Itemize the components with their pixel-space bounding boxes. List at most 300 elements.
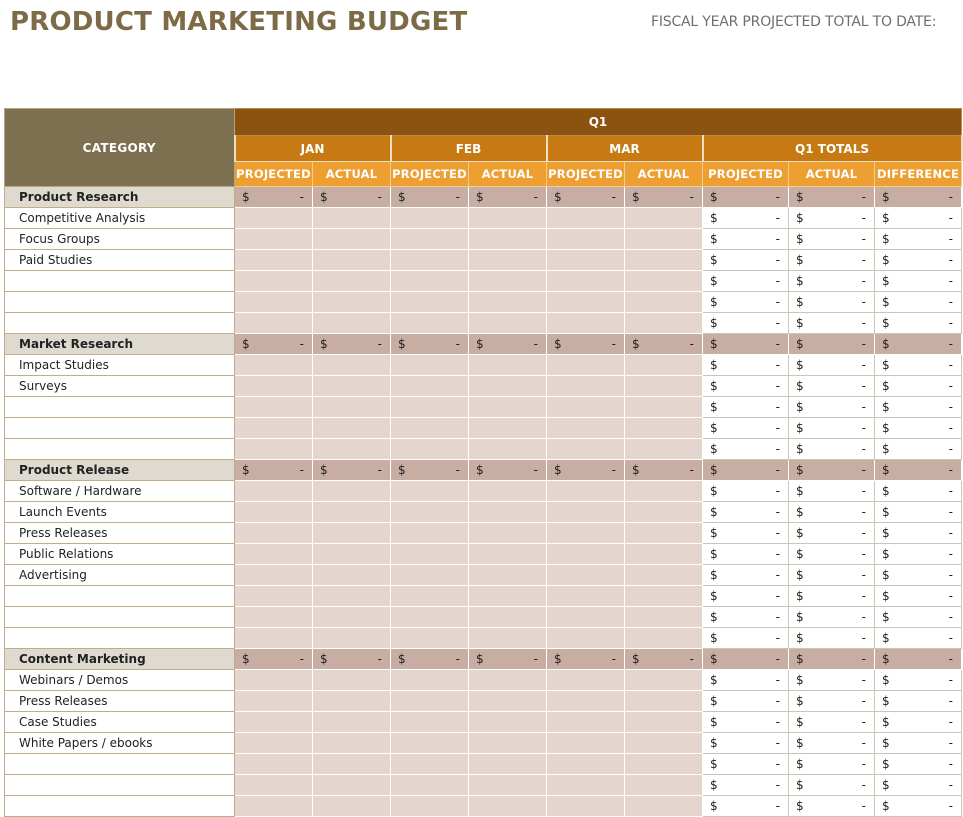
feb-projected-cell[interactable] <box>391 523 469 544</box>
feb-projected-cell[interactable] <box>391 796 469 817</box>
jan-projected-cell[interactable] <box>235 712 313 733</box>
feb-actual-cell[interactable] <box>469 355 547 376</box>
line-item-label[interactable] <box>5 796 235 817</box>
jan-actual-cell[interactable] <box>313 229 391 250</box>
feb-projected-cell[interactable] <box>391 418 469 439</box>
feb-actual-cell[interactable] <box>469 607 547 628</box>
feb-actual-cell[interactable] <box>469 313 547 334</box>
jan-projected-cell[interactable] <box>235 397 313 418</box>
jan-projected-cell[interactable] <box>235 229 313 250</box>
jan-actual-cell[interactable] <box>313 334 391 355</box>
total-projected-cell[interactable] <box>703 691 789 712</box>
total-difference-cell[interactable] <box>875 313 962 334</box>
jan-projected-cell[interactable] <box>235 418 313 439</box>
feb-projected-cell[interactable] <box>391 544 469 565</box>
line-item-label[interactable]: Advertising <box>5 565 235 586</box>
jan-actual-cell[interactable] <box>313 670 391 691</box>
jan-projected-cell[interactable] <box>235 754 313 775</box>
total-difference-cell[interactable] <box>875 208 962 229</box>
total-projected-cell[interactable] <box>703 376 789 397</box>
feb-actual-cell[interactable] <box>469 523 547 544</box>
mar-projected-cell[interactable] <box>547 313 625 334</box>
total-projected-cell[interactable] <box>703 292 789 313</box>
mar-actual-cell[interactable] <box>625 187 703 208</box>
total-difference-cell[interactable] <box>875 670 962 691</box>
mar-actual-cell[interactable] <box>625 334 703 355</box>
total-projected-cell[interactable] <box>703 439 789 460</box>
mar-projected-cell[interactable] <box>547 628 625 649</box>
jan-actual-cell[interactable] <box>313 292 391 313</box>
mar-actual-cell[interactable] <box>625 460 703 481</box>
feb-actual-cell[interactable] <box>469 292 547 313</box>
total-difference-cell[interactable] <box>875 418 962 439</box>
line-item-label[interactable]: Launch Events <box>5 502 235 523</box>
jan-actual-cell[interactable] <box>313 544 391 565</box>
jan-actual-cell[interactable] <box>313 208 391 229</box>
total-actual-cell[interactable] <box>789 565 875 586</box>
feb-projected-cell[interactable] <box>391 313 469 334</box>
feb-projected-cell[interactable] <box>391 481 469 502</box>
feb-projected-cell[interactable] <box>391 439 469 460</box>
feb-projected-cell[interactable] <box>391 691 469 712</box>
jan-projected-cell[interactable] <box>235 565 313 586</box>
feb-actual-cell[interactable] <box>469 187 547 208</box>
total-actual-cell[interactable] <box>789 250 875 271</box>
line-item-label[interactable] <box>5 586 235 607</box>
jan-projected-cell[interactable] <box>235 313 313 334</box>
feb-actual-cell[interactable] <box>469 334 547 355</box>
feb-actual-cell[interactable] <box>469 229 547 250</box>
total-actual-cell[interactable] <box>789 418 875 439</box>
total-difference-cell[interactable] <box>875 712 962 733</box>
line-item-label[interactable] <box>5 397 235 418</box>
feb-actual-cell[interactable] <box>469 586 547 607</box>
mar-projected-cell[interactable] <box>547 460 625 481</box>
total-actual-cell[interactable] <box>789 397 875 418</box>
jan-projected-cell[interactable] <box>235 796 313 817</box>
total-projected-cell[interactable] <box>703 607 789 628</box>
feb-projected-cell[interactable] <box>391 250 469 271</box>
line-item-label[interactable] <box>5 313 235 334</box>
total-actual-cell[interactable] <box>789 313 875 334</box>
line-item-label[interactable]: Press Releases <box>5 523 235 544</box>
jan-actual-cell[interactable] <box>313 733 391 754</box>
mar-projected-cell[interactable] <box>547 187 625 208</box>
total-projected-cell[interactable] <box>703 481 789 502</box>
total-projected-cell[interactable] <box>703 187 789 208</box>
mar-projected-cell[interactable] <box>547 481 625 502</box>
mar-projected-cell[interactable] <box>547 523 625 544</box>
total-difference-cell[interactable] <box>875 439 962 460</box>
total-projected-cell[interactable] <box>703 418 789 439</box>
category-group-label[interactable]: Product Research <box>5 187 235 208</box>
feb-projected-cell[interactable] <box>391 607 469 628</box>
feb-actual-cell[interactable] <box>469 691 547 712</box>
mar-actual-cell[interactable] <box>625 292 703 313</box>
jan-projected-cell[interactable] <box>235 439 313 460</box>
total-difference-cell[interactable] <box>875 775 962 796</box>
jan-projected-cell[interactable] <box>235 544 313 565</box>
total-actual-cell[interactable] <box>789 460 875 481</box>
feb-actual-cell[interactable] <box>469 670 547 691</box>
total-projected-cell[interactable] <box>703 586 789 607</box>
mar-projected-cell[interactable] <box>547 397 625 418</box>
mar-actual-cell[interactable] <box>625 628 703 649</box>
total-actual-cell[interactable] <box>789 208 875 229</box>
total-actual-cell[interactable] <box>789 544 875 565</box>
line-item-label[interactable] <box>5 754 235 775</box>
line-item-label[interactable]: Software / Hardware <box>5 481 235 502</box>
feb-projected-cell[interactable] <box>391 754 469 775</box>
mar-projected-cell[interactable] <box>547 670 625 691</box>
jan-actual-cell[interactable] <box>313 271 391 292</box>
jan-actual-cell[interactable] <box>313 796 391 817</box>
feb-actual-cell[interactable] <box>469 418 547 439</box>
jan-projected-cell[interactable] <box>235 628 313 649</box>
total-difference-cell[interactable] <box>875 481 962 502</box>
total-difference-cell[interactable] <box>875 271 962 292</box>
total-actual-cell[interactable] <box>789 607 875 628</box>
mar-projected-cell[interactable] <box>547 733 625 754</box>
jan-projected-cell[interactable] <box>235 502 313 523</box>
total-actual-cell[interactable] <box>789 733 875 754</box>
jan-actual-cell[interactable] <box>313 376 391 397</box>
mar-actual-cell[interactable] <box>625 649 703 670</box>
mar-actual-cell[interactable] <box>625 544 703 565</box>
line-item-label[interactable]: Press Releases <box>5 691 235 712</box>
total-difference-cell[interactable] <box>875 691 962 712</box>
jan-actual-cell[interactable] <box>313 586 391 607</box>
total-projected-cell[interactable] <box>703 775 789 796</box>
total-projected-cell[interactable] <box>703 733 789 754</box>
feb-actual-cell[interactable] <box>469 481 547 502</box>
total-actual-cell[interactable] <box>789 712 875 733</box>
mar-actual-cell[interactable] <box>625 439 703 460</box>
feb-actual-cell[interactable] <box>469 460 547 481</box>
feb-actual-cell[interactable] <box>469 628 547 649</box>
total-actual-cell[interactable] <box>789 271 875 292</box>
line-item-label[interactable]: Webinars / Demos <box>5 670 235 691</box>
line-item-label[interactable]: Impact Studies <box>5 355 235 376</box>
total-difference-cell[interactable] <box>875 607 962 628</box>
mar-actual-cell[interactable] <box>625 565 703 586</box>
total-difference-cell[interactable] <box>875 229 962 250</box>
jan-actual-cell[interactable] <box>313 712 391 733</box>
feb-projected-cell[interactable] <box>391 649 469 670</box>
mar-actual-cell[interactable] <box>625 313 703 334</box>
feb-actual-cell[interactable] <box>469 733 547 754</box>
total-projected-cell[interactable] <box>703 397 789 418</box>
jan-actual-cell[interactable] <box>313 250 391 271</box>
total-difference-cell[interactable] <box>875 565 962 586</box>
mar-actual-cell[interactable] <box>625 376 703 397</box>
line-item-label[interactable]: Public Relations <box>5 544 235 565</box>
mar-projected-cell[interactable] <box>547 565 625 586</box>
jan-projected-cell[interactable] <box>235 481 313 502</box>
feb-actual-cell[interactable] <box>469 250 547 271</box>
total-difference-cell[interactable] <box>875 733 962 754</box>
total-difference-cell[interactable] <box>875 187 962 208</box>
line-item-label[interactable]: Surveys <box>5 376 235 397</box>
mar-projected-cell[interactable] <box>547 754 625 775</box>
total-difference-cell[interactable] <box>875 523 962 544</box>
mar-actual-cell[interactable] <box>625 523 703 544</box>
total-difference-cell[interactable] <box>875 586 962 607</box>
total-difference-cell[interactable] <box>875 376 962 397</box>
feb-projected-cell[interactable] <box>391 712 469 733</box>
jan-actual-cell[interactable] <box>313 313 391 334</box>
total-projected-cell[interactable] <box>703 355 789 376</box>
mar-actual-cell[interactable] <box>625 712 703 733</box>
feb-actual-cell[interactable] <box>469 502 547 523</box>
feb-actual-cell[interactable] <box>469 397 547 418</box>
total-difference-cell[interactable] <box>875 460 962 481</box>
total-actual-cell[interactable] <box>789 649 875 670</box>
total-actual-cell[interactable] <box>789 670 875 691</box>
category-group-label[interactable]: Product Release <box>5 460 235 481</box>
total-difference-cell[interactable] <box>875 250 962 271</box>
jan-projected-cell[interactable] <box>235 670 313 691</box>
jan-actual-cell[interactable] <box>313 523 391 544</box>
jan-projected-cell[interactable] <box>235 775 313 796</box>
total-actual-cell[interactable] <box>789 481 875 502</box>
jan-actual-cell[interactable] <box>313 565 391 586</box>
jan-actual-cell[interactable] <box>313 775 391 796</box>
feb-projected-cell[interactable] <box>391 775 469 796</box>
total-difference-cell[interactable] <box>875 754 962 775</box>
total-projected-cell[interactable] <box>703 670 789 691</box>
feb-projected-cell[interactable] <box>391 670 469 691</box>
mar-projected-cell[interactable] <box>547 502 625 523</box>
jan-projected-cell[interactable] <box>235 586 313 607</box>
total-projected-cell[interactable] <box>703 313 789 334</box>
total-projected-cell[interactable] <box>703 502 789 523</box>
total-actual-cell[interactable] <box>789 376 875 397</box>
jan-projected-cell[interactable] <box>235 292 313 313</box>
total-projected-cell[interactable] <box>703 271 789 292</box>
total-projected-cell[interactable] <box>703 628 789 649</box>
line-item-label[interactable] <box>5 271 235 292</box>
line-item-label[interactable] <box>5 292 235 313</box>
mar-actual-cell[interactable] <box>625 670 703 691</box>
mar-projected-cell[interactable] <box>547 208 625 229</box>
total-actual-cell[interactable] <box>789 334 875 355</box>
mar-actual-cell[interactable] <box>625 481 703 502</box>
feb-projected-cell[interactable] <box>391 628 469 649</box>
total-difference-cell[interactable] <box>875 628 962 649</box>
mar-projected-cell[interactable] <box>547 355 625 376</box>
jan-actual-cell[interactable] <box>313 628 391 649</box>
mar-actual-cell[interactable] <box>625 208 703 229</box>
total-actual-cell[interactable] <box>789 523 875 544</box>
total-actual-cell[interactable] <box>789 439 875 460</box>
jan-actual-cell[interactable] <box>313 439 391 460</box>
feb-actual-cell[interactable] <box>469 649 547 670</box>
mar-projected-cell[interactable] <box>547 649 625 670</box>
feb-projected-cell[interactable] <box>391 502 469 523</box>
jan-projected-cell[interactable] <box>235 691 313 712</box>
total-difference-cell[interactable] <box>875 355 962 376</box>
total-projected-cell[interactable] <box>703 523 789 544</box>
mar-projected-cell[interactable] <box>547 775 625 796</box>
feb-actual-cell[interactable] <box>469 796 547 817</box>
jan-actual-cell[interactable] <box>313 397 391 418</box>
jan-projected-cell[interactable] <box>235 733 313 754</box>
line-item-label[interactable] <box>5 775 235 796</box>
feb-projected-cell[interactable] <box>391 292 469 313</box>
total-projected-cell[interactable] <box>703 334 789 355</box>
mar-actual-cell[interactable] <box>625 271 703 292</box>
feb-projected-cell[interactable] <box>391 187 469 208</box>
line-item-label[interactable]: White Papers / ebooks <box>5 733 235 754</box>
total-difference-cell[interactable] <box>875 544 962 565</box>
feb-projected-cell[interactable] <box>391 376 469 397</box>
mar-actual-cell[interactable] <box>625 250 703 271</box>
line-item-label[interactable]: Focus Groups <box>5 229 235 250</box>
line-item-label[interactable] <box>5 628 235 649</box>
feb-projected-cell[interactable] <box>391 355 469 376</box>
jan-actual-cell[interactable] <box>313 691 391 712</box>
total-actual-cell[interactable] <box>789 691 875 712</box>
feb-actual-cell[interactable] <box>469 712 547 733</box>
total-difference-cell[interactable] <box>875 292 962 313</box>
feb-actual-cell[interactable] <box>469 544 547 565</box>
jan-projected-cell[interactable] <box>235 250 313 271</box>
total-difference-cell[interactable] <box>875 649 962 670</box>
feb-actual-cell[interactable] <box>469 775 547 796</box>
jan-projected-cell[interactable] <box>235 187 313 208</box>
total-difference-cell[interactable] <box>875 397 962 418</box>
total-projected-cell[interactable] <box>703 712 789 733</box>
mar-projected-cell[interactable] <box>547 439 625 460</box>
feb-projected-cell[interactable] <box>391 271 469 292</box>
total-actual-cell[interactable] <box>789 775 875 796</box>
mar-projected-cell[interactable] <box>547 229 625 250</box>
mar-actual-cell[interactable] <box>625 796 703 817</box>
feb-projected-cell[interactable] <box>391 565 469 586</box>
feb-actual-cell[interactable] <box>469 754 547 775</box>
feb-projected-cell[interactable] <box>391 733 469 754</box>
total-actual-cell[interactable] <box>789 229 875 250</box>
jan-projected-cell[interactable] <box>235 376 313 397</box>
jan-projected-cell[interactable] <box>235 649 313 670</box>
line-item-label[interactable] <box>5 607 235 628</box>
category-group-label[interactable]: Market Research <box>5 334 235 355</box>
feb-projected-cell[interactable] <box>391 229 469 250</box>
category-group-label[interactable]: Content Marketing <box>5 649 235 670</box>
feb-actual-cell[interactable] <box>469 271 547 292</box>
line-item-label[interactable]: Competitive Analysis <box>5 208 235 229</box>
feb-projected-cell[interactable] <box>391 397 469 418</box>
total-actual-cell[interactable] <box>789 796 875 817</box>
jan-actual-cell[interactable] <box>313 502 391 523</box>
feb-projected-cell[interactable] <box>391 334 469 355</box>
feb-actual-cell[interactable] <box>469 439 547 460</box>
jan-actual-cell[interactable] <box>313 187 391 208</box>
jan-actual-cell[interactable] <box>313 460 391 481</box>
mar-actual-cell[interactable] <box>625 691 703 712</box>
total-difference-cell[interactable] <box>875 502 962 523</box>
total-projected-cell[interactable] <box>703 460 789 481</box>
line-item-label[interactable] <box>5 418 235 439</box>
mar-projected-cell[interactable] <box>547 271 625 292</box>
total-projected-cell[interactable] <box>703 544 789 565</box>
total-difference-cell[interactable] <box>875 796 962 817</box>
total-actual-cell[interactable] <box>789 502 875 523</box>
mar-actual-cell[interactable] <box>625 607 703 628</box>
mar-actual-cell[interactable] <box>625 586 703 607</box>
mar-projected-cell[interactable] <box>547 544 625 565</box>
jan-actual-cell[interactable] <box>313 355 391 376</box>
jan-projected-cell[interactable] <box>235 355 313 376</box>
jan-actual-cell[interactable] <box>313 418 391 439</box>
mar-actual-cell[interactable] <box>625 229 703 250</box>
jan-projected-cell[interactable] <box>235 523 313 544</box>
feb-projected-cell[interactable] <box>391 586 469 607</box>
total-projected-cell[interactable] <box>703 229 789 250</box>
total-projected-cell[interactable] <box>703 565 789 586</box>
mar-projected-cell[interactable] <box>547 796 625 817</box>
mar-projected-cell[interactable] <box>547 712 625 733</box>
total-projected-cell[interactable] <box>703 649 789 670</box>
jan-projected-cell[interactable] <box>235 607 313 628</box>
mar-projected-cell[interactable] <box>547 418 625 439</box>
jan-actual-cell[interactable] <box>313 754 391 775</box>
feb-actual-cell[interactable] <box>469 208 547 229</box>
mar-projected-cell[interactable] <box>547 586 625 607</box>
total-actual-cell[interactable] <box>789 292 875 313</box>
mar-projected-cell[interactable] <box>547 691 625 712</box>
jan-projected-cell[interactable] <box>235 208 313 229</box>
total-actual-cell[interactable] <box>789 754 875 775</box>
mar-actual-cell[interactable] <box>625 397 703 418</box>
feb-actual-cell[interactable] <box>469 565 547 586</box>
line-item-label[interactable]: Paid Studies <box>5 250 235 271</box>
mar-actual-cell[interactable] <box>625 355 703 376</box>
feb-projected-cell[interactable] <box>391 460 469 481</box>
mar-actual-cell[interactable] <box>625 775 703 796</box>
line-item-label[interactable]: Case Studies <box>5 712 235 733</box>
total-projected-cell[interactable] <box>703 796 789 817</box>
mar-projected-cell[interactable] <box>547 376 625 397</box>
total-projected-cell[interactable] <box>703 754 789 775</box>
feb-projected-cell[interactable] <box>391 208 469 229</box>
jan-actual-cell[interactable] <box>313 649 391 670</box>
total-difference-cell[interactable] <box>875 334 962 355</box>
total-actual-cell[interactable] <box>789 355 875 376</box>
line-item-label[interactable] <box>5 439 235 460</box>
jan-projected-cell[interactable] <box>235 334 313 355</box>
mar-actual-cell[interactable] <box>625 502 703 523</box>
mar-projected-cell[interactable] <box>547 250 625 271</box>
feb-actual-cell[interactable] <box>469 376 547 397</box>
jan-actual-cell[interactable] <box>313 481 391 502</box>
mar-actual-cell[interactable] <box>625 733 703 754</box>
total-actual-cell[interactable] <box>789 187 875 208</box>
total-projected-cell[interactable] <box>703 208 789 229</box>
jan-actual-cell[interactable] <box>313 607 391 628</box>
mar-actual-cell[interactable] <box>625 418 703 439</box>
mar-projected-cell[interactable] <box>547 334 625 355</box>
mar-projected-cell[interactable] <box>547 292 625 313</box>
mar-actual-cell[interactable] <box>625 754 703 775</box>
jan-projected-cell[interactable] <box>235 460 313 481</box>
total-actual-cell[interactable] <box>789 628 875 649</box>
total-actual-cell[interactable] <box>789 586 875 607</box>
total-projected-cell[interactable] <box>703 250 789 271</box>
mar-projected-cell[interactable] <box>547 607 625 628</box>
jan-projected-cell[interactable] <box>235 271 313 292</box>
